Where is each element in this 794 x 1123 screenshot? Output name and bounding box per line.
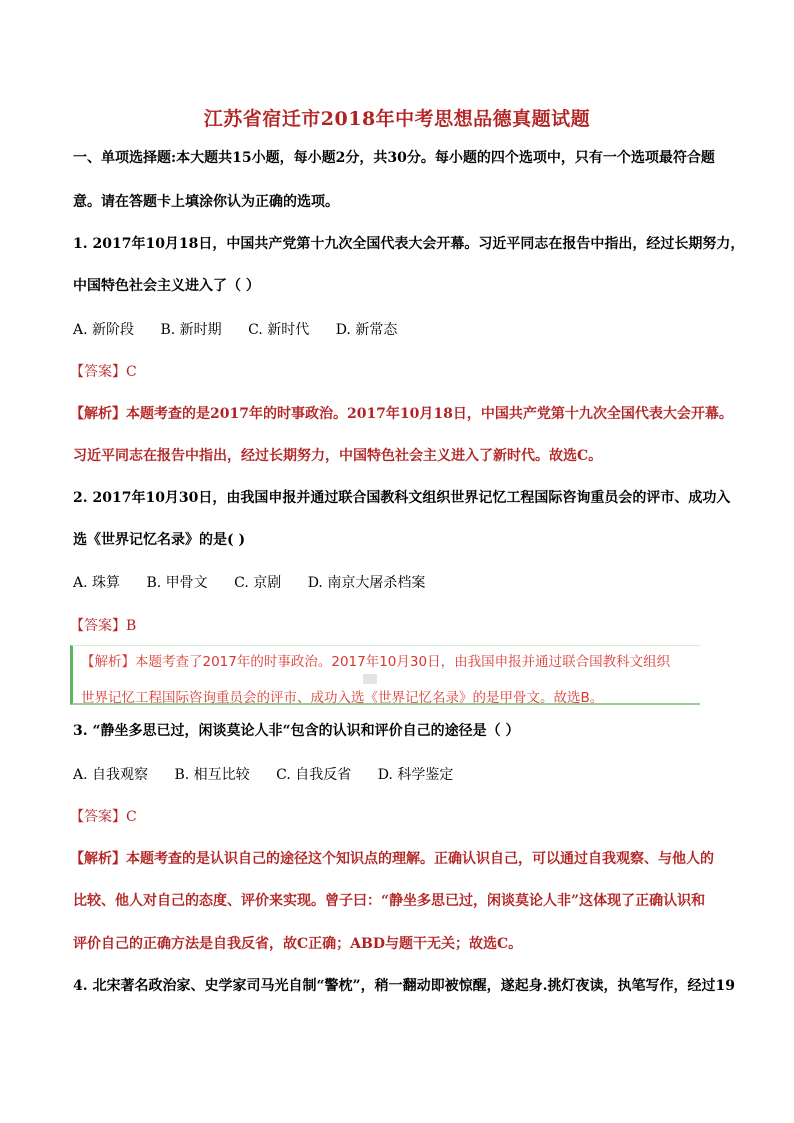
q1-answer: 【答案】C xyxy=(70,364,137,380)
q3-options xyxy=(73,765,453,785)
q3-option-a: A. 自我观察 xyxy=(73,767,149,783)
q2-option-a: A. 珠算 xyxy=(73,575,121,591)
q1-analysis-line-1: 【解析】本题考查的是2017年的时事政治。2017年10月18日，中国共产党第十九次全国代表大会开幕。 xyxy=(70,406,733,422)
q2-option-d: D. 南京大屠杀档案 xyxy=(307,575,426,591)
q1-option-a: A. 新阶段 xyxy=(73,322,135,338)
q2-stem-line-1: 2. 2017年10月30日，由我国申报并通过联合国教科文组织世界记忆工程国际咨询重员会的评市、成功入 xyxy=(73,490,731,506)
q1-option-c: C. 新时代 xyxy=(248,322,310,338)
q1-stem-line-2: 中国特色社会主义进入了（ ） xyxy=(73,278,260,294)
q1-options xyxy=(73,320,397,340)
page-title: 江苏省宿迁市2018年中考思想品德真题试题 xyxy=(203,108,591,130)
q2-option-b: B. 甲骨文 xyxy=(146,575,208,591)
q3-option-d: D. 科学鉴定 xyxy=(377,767,454,783)
q2-analysis-line-2: 世界记忆工程国际咨询重员会的评市、成功入选《世界记忆名录》的是甲骨文。故选B。 xyxy=(81,690,604,706)
q2-option-c: C. 京剧 xyxy=(234,575,282,591)
q2-analysis-line-1: 【解析】本题考查了2017年的时事政治。2017年10月30日，由我国申报并通过联合国教科文组织 xyxy=(81,654,671,670)
q3-option-b: B. 相互比较 xyxy=(174,767,250,783)
q1-option-b: B. 新时期 xyxy=(160,322,222,338)
section-intro-line-1: 一、单项选择题:本大题共15小题，每小题2分，共30分。每小题的四个选项中，只有一个选项最符合题 xyxy=(73,150,715,166)
q3-stem-line-1: 3. “静坐多思已过，闲谈莫论人非“包含的认识和评价自己的途径是（ ） xyxy=(73,723,520,739)
q3-option-c: C. 自我反省 xyxy=(276,767,352,783)
q3-answer: 【答案】C xyxy=(70,809,137,825)
q2-analysis-box xyxy=(70,645,700,705)
q3-analysis-line-3: 评价自己的正确方法是自我反省，故C正确；ABD与题干无关；故选C。 xyxy=(73,936,523,952)
q3-analysis-line-2: 比较、他人对自己的态度、评价来实现。曾子曰：“静坐多思已过，闲谈莫论人非”这体现了正确认识和 xyxy=(73,893,706,909)
q1-option-d: D. 新常态 xyxy=(335,322,398,338)
q2-options xyxy=(73,573,425,593)
q2-stem-line-2: 选《世界记忆名录》的是( ) xyxy=(73,532,246,548)
q1-analysis-line-2: 习近平同志在报告中指出，经过长期努力，中国特色社会主义进入了新时代。故选C。 xyxy=(73,448,603,464)
q1-stem-line-1: 1. 2017年10月18日，中国共产党第十九次全国代表大会开幕。习近平同志在报告中指出，经过长期努力， xyxy=(73,236,745,252)
q3-analysis-line-1: 【解析】本题考查的是认识自己的途径这个知识点的理解。正确认识自己，可以通过自我观察、与他人的 xyxy=(70,851,714,867)
q2-answer: 【答案】B xyxy=(70,618,137,634)
section-intro-line-2: 意。请在答题卡上填涂你认为正确的选项。 xyxy=(73,194,339,210)
blur-artifact xyxy=(363,674,377,684)
q4-stem-line-1: 4. 北宋著名政治家、史学家司马光自制“警枕”，稍一翻动即被惊醒，遂起身.挑灯夜读，执笔写作，经过19 xyxy=(73,978,735,994)
